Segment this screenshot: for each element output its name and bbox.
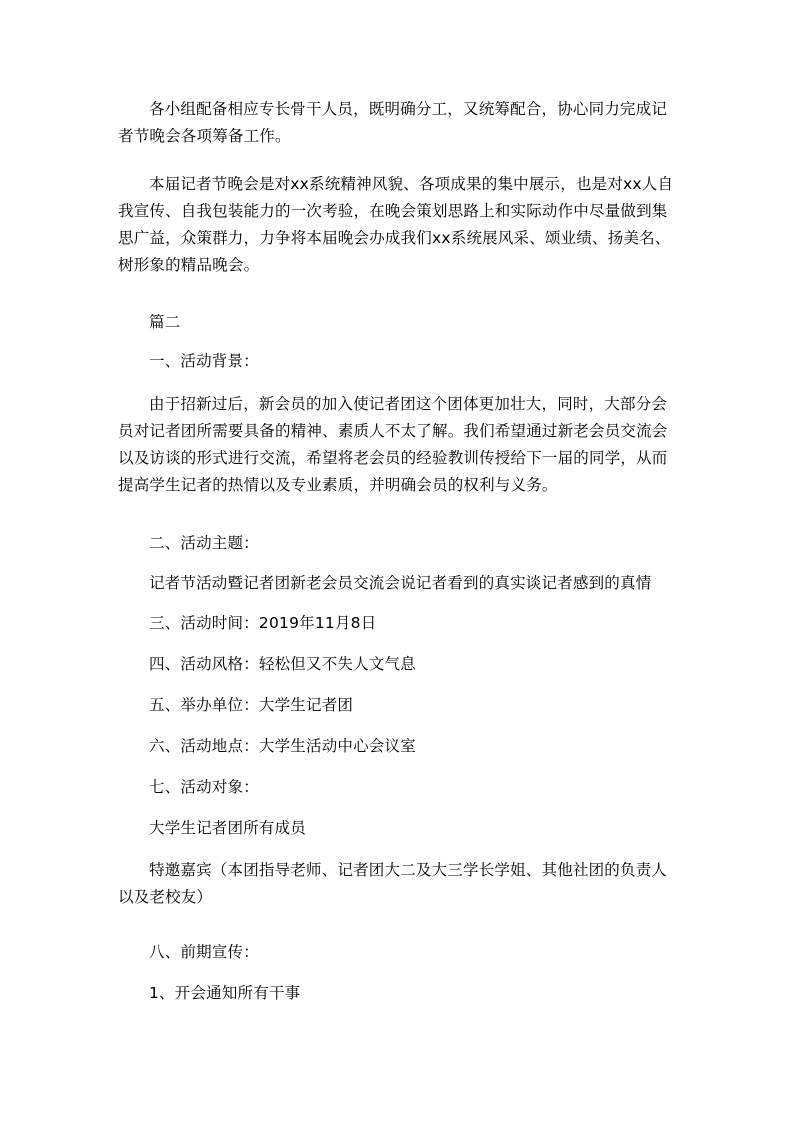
line-host-unit: 五、举办单位：大学生记者团 <box>149 696 354 714</box>
heading-activity-background: 一、活动背景： <box>149 352 259 370</box>
line-activity-location: 六、活动地点：大学生活动中心会议室 <box>149 737 416 755</box>
heading-activity-theme: 二、活动主题： <box>149 534 259 552</box>
line-activity-time: 三、活动时间：2019年11月8日 <box>149 614 377 632</box>
line-activity-style: 四、活动风格：轻松但又不失人文气息 <box>149 655 416 673</box>
paragraph-preparation-work: 各小组配备相应专长骨干人员，既明确分工，又统筹配合，协心同力完成记者节晚会各项筹备工作。 <box>118 100 668 145</box>
list-item-notify-staff: 1、开会通知所有干事 <box>149 984 301 1002</box>
section-heading-part-two: 篇二 <box>149 313 181 331</box>
line-audience-members: 大学生记者团所有成员 <box>149 819 307 837</box>
heading-activity-audience: 七、活动对象： <box>149 778 259 796</box>
heading-early-promotion: 八、前期宣传： <box>149 943 259 961</box>
paragraph-activity-background: 由于招新过后，新会员的加入使记者团这个团体更加壮大，同时，大部分会员对记者团所需要具备的精神、素质人不太了解。我们希望通过新老会员交流会以及访谈的形式进行交流，希望将老会员的经验教训传授给下一届的同学，从而提高学生记者的热情以及专业素质，并明确会员的权利与义务。 <box>118 395 668 494</box>
paragraph-gala-summary: 本届记者节晚会是对xx系统精神风貌、各项成果的集中展示，也是对xx人自我宣传、自我包装能力的一次考验，在晚会策划思路上和实际动作中尽量做到集思广益，众策群力，力争将本届晚会办成我们xx系统展风采、颂业绩、扬美名、树形象的精品晚会。 <box>118 175 674 274</box>
paragraph-activity-theme: 记者节活动暨记者团新老会员交流会说记者看到的真实谈记者感到的真情 <box>149 574 652 592</box>
paragraph-special-guests: 特邀嘉宾（本团指导老师、记者团大二及大三学长学姐、其他社团的负责人以及老校友） <box>118 861 668 906</box>
